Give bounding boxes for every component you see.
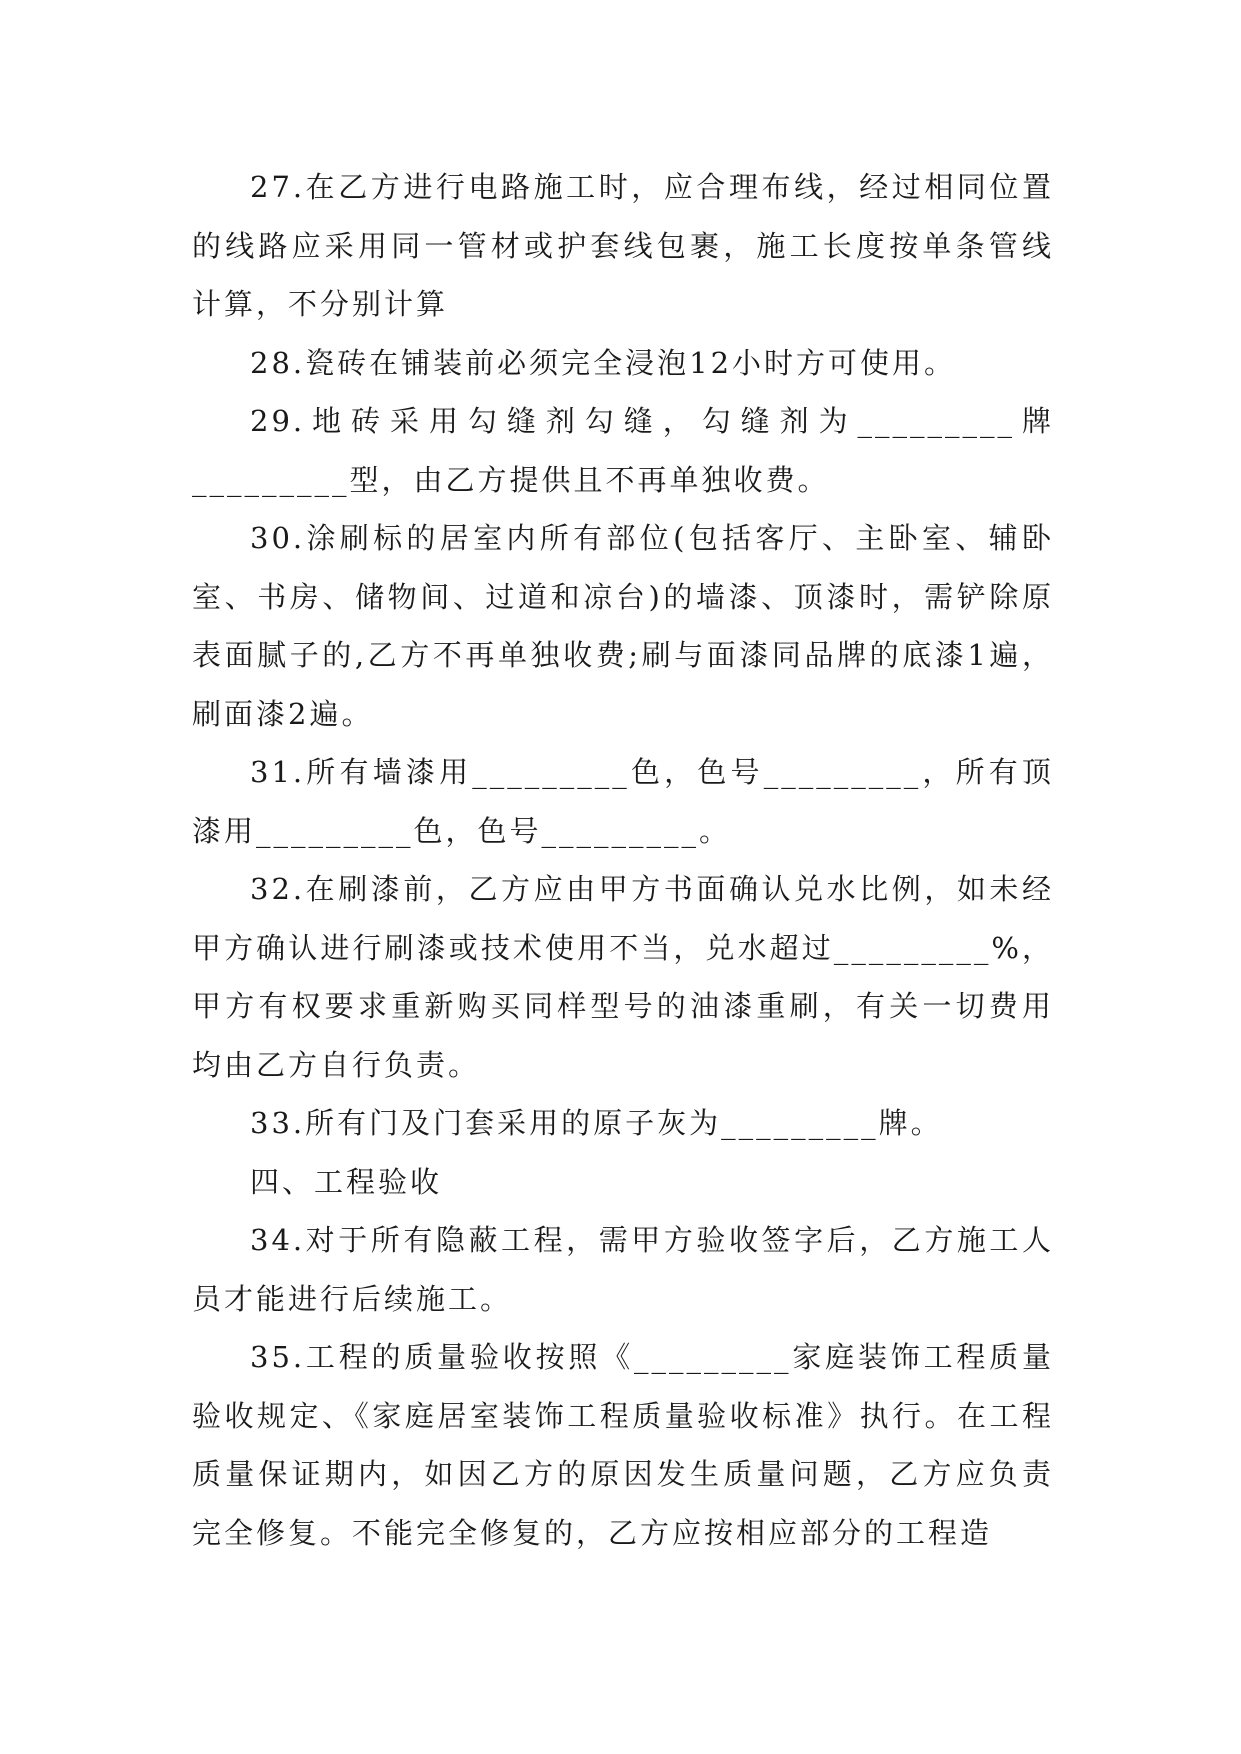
clause-33: 33.所有门及门套采用的原子灰为_________牌。 xyxy=(250,1106,943,1140)
clause-27: 27.在乙方进行电路施工时，应合理布线，经过相同位置的线路应采用同一管材或护套线包裹，施工长度按单条管线计算，不分别计算 xyxy=(192,170,1054,321)
section-heading-acceptance: 四、工程验收 xyxy=(250,1164,443,1199)
clause-35: 35.工程的质量验收按照《_________家庭装饰工程质量验收规定、《家庭居室装饰工程质量验收标准》执行。在工程质量保证期内，如因乙方的原因发生质量问题，乙方应负责完全修复。不能完全修复的，乙方应按相应部分的工程造 xyxy=(192,1340,1054,1550)
clause-29: 29.地砖采用勾缝剂勾缝，勾缝剂为_________牌_________型，由乙方提供且不再单独收费。 xyxy=(192,404,1054,497)
clause-30: 30.涂刷标的居室内所有部位(包括客厅、主卧室、辅卧室、书房、储物间、过道和凉台)的墙漆、顶漆时，需铲除原表面腻子的,乙方不再单独收费;刷与面漆同品牌的底漆1遍，刷面漆2遍。 xyxy=(192,521,1054,731)
clause-34: 34.对于所有隐蔽工程，需甲方验收签字后，乙方施工人员才能进行后续施工。 xyxy=(192,1223,1054,1316)
clause-31: 31.所有墙漆用_________色，色号_________，所有顶漆用_________色，色号_________。 xyxy=(192,755,1054,848)
clause-32: 32.在刷漆前，乙方应由甲方书面确认兑水比例，如未经甲方确认进行刷漆或技术使用不当，兑水超过_________%，甲方有权要求重新购买同样型号的油漆重刷，有关一切费用均由乙方自行负责。 xyxy=(192,872,1054,1082)
clause-28: 28.瓷砖在铺装前必须完全浸泡12小时方可使用。 xyxy=(250,345,957,380)
document-page xyxy=(192,158,1054,1562)
